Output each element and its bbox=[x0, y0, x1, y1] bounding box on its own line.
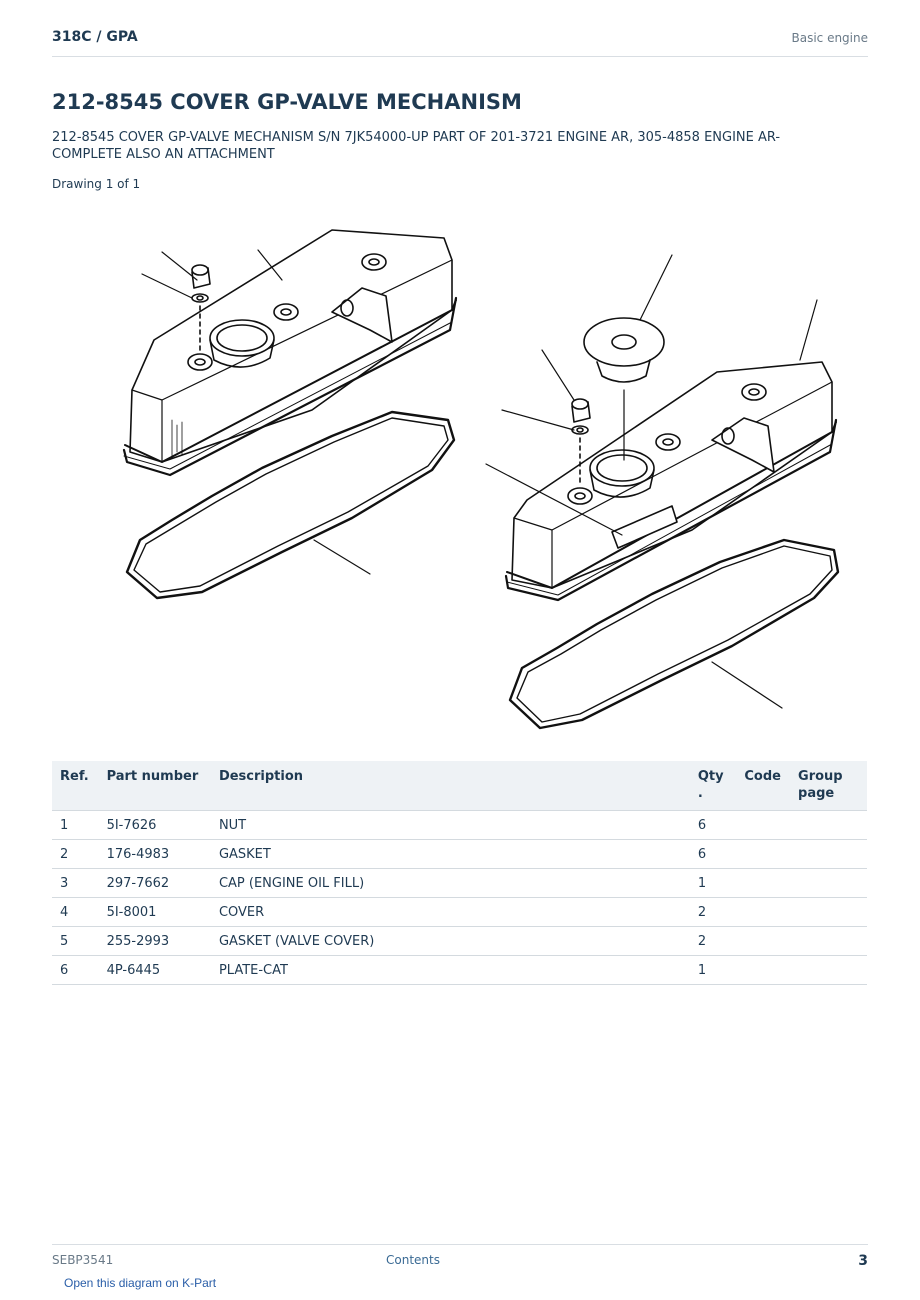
table-header-row bbox=[52, 761, 867, 811]
cell-part-number: 255-2993 bbox=[99, 927, 211, 956]
column-code: Code bbox=[736, 761, 790, 811]
cell-ref: 5 bbox=[52, 927, 99, 956]
page-title: 212-8545 COVER GP-VALVE MECHANISM bbox=[52, 90, 522, 114]
cell-description: GASKET bbox=[211, 840, 690, 869]
cell-ref: 3 bbox=[52, 869, 99, 898]
cell-part-number: 176-4983 bbox=[99, 840, 211, 869]
cell-part-number: 297-7662 bbox=[99, 869, 211, 898]
cell-code bbox=[736, 811, 790, 840]
table-row bbox=[52, 898, 867, 927]
cell-group-page bbox=[790, 811, 867, 840]
table-row bbox=[52, 956, 867, 985]
cell-part-number: 5I-7626 bbox=[99, 811, 211, 840]
cell-part-number: 4P-6445 bbox=[99, 956, 211, 985]
drawing-label: Drawing 1 of 1 bbox=[52, 177, 141, 191]
cell-code bbox=[736, 840, 790, 869]
table-row bbox=[52, 840, 867, 869]
cell-qty: 1 bbox=[690, 869, 737, 898]
cell-description: PLATE-CAT bbox=[211, 956, 690, 985]
page-footer bbox=[52, 1244, 868, 1275]
column-group-page: Group page bbox=[790, 761, 867, 811]
parts-table bbox=[52, 761, 867, 985]
cell-description: GASKET (VALVE COVER) bbox=[211, 927, 690, 956]
page-header bbox=[52, 28, 868, 57]
cell-qty: 2 bbox=[690, 927, 737, 956]
table-row bbox=[52, 927, 867, 956]
cell-group-page bbox=[790, 927, 867, 956]
column-qty: Qty . bbox=[690, 761, 737, 811]
cell-qty: 6 bbox=[690, 840, 737, 869]
cell-ref: 6 bbox=[52, 956, 99, 985]
cell-description: COVER bbox=[211, 898, 690, 927]
cell-group-page bbox=[790, 840, 867, 869]
contents-link[interactable]: Contents bbox=[386, 1253, 440, 1267]
cell-description: CAP (ENGINE OIL FILL) bbox=[211, 869, 690, 898]
column-ref: Ref. bbox=[52, 761, 99, 811]
cell-qty: 1 bbox=[690, 956, 737, 985]
right-valve-cover bbox=[506, 318, 836, 600]
cell-part-number: 5I-8001 bbox=[99, 898, 211, 927]
document-id: SEBP3541 bbox=[52, 1253, 114, 1267]
page-number: 3 bbox=[858, 1253, 868, 1269]
cell-code bbox=[736, 869, 790, 898]
column-part-number: Part number bbox=[99, 761, 211, 811]
cell-code bbox=[736, 927, 790, 956]
left-valve-cover bbox=[124, 230, 456, 475]
section-name: Basic engine bbox=[791, 31, 868, 45]
cell-group-page bbox=[790, 956, 867, 985]
table-row bbox=[52, 869, 867, 898]
cell-ref: 4 bbox=[52, 898, 99, 927]
column-description: Description bbox=[211, 761, 690, 811]
cell-code bbox=[736, 956, 790, 985]
cell-group-page bbox=[790, 898, 867, 927]
cell-ref: 1 bbox=[52, 811, 99, 840]
parts-diagram bbox=[52, 200, 868, 740]
table-row bbox=[52, 811, 867, 840]
cell-group-page bbox=[790, 869, 867, 898]
cell-description: NUT bbox=[211, 811, 690, 840]
cell-code bbox=[736, 898, 790, 927]
cell-ref: 2 bbox=[52, 840, 99, 869]
model-breadcrumb: 318C / GPA bbox=[52, 29, 138, 45]
open-kpart-link[interactable]: Open this diagram on K-Part bbox=[64, 1276, 217, 1290]
cell-qty: 6 bbox=[690, 811, 737, 840]
cell-qty: 2 bbox=[690, 898, 737, 927]
group-description: 212-8545 COVER GP-VALVE MECHANISM S/N 7JK54000-UP PART OF 201-3721 ENGINE AR, 305-4858 ENGINE AR-COMPLETE ALSO AN ATTACHMENT bbox=[52, 130, 781, 162]
